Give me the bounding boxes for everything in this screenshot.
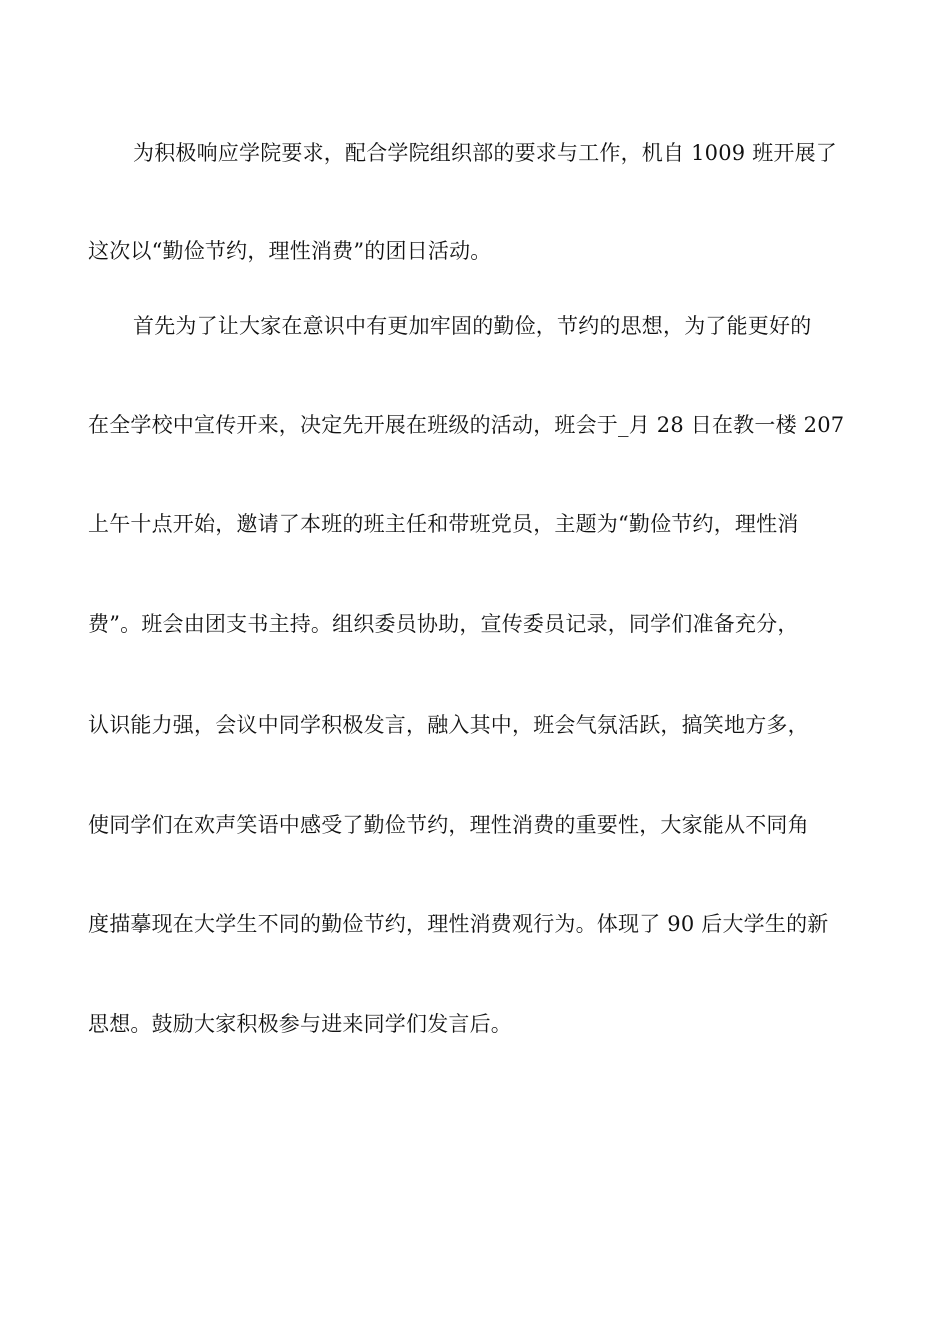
paragraph-2-line-4: 费”。班会由团支书主持。组织委员协助，宣传委员记录，同学们准备充分， [88, 612, 799, 636]
paragraph-2-line-6: 使同学们在欢声笑语中感受了勤俭节约，理性消费的重要性，大家能从不同角 [88, 813, 809, 837]
paragraph-2-line-2: 在全学校中宣传开来，决定先开展在班级的活动，班会于_月 28 日在教一楼 207 [88, 413, 845, 437]
paragraph-2-line-8: 思想。鼓励大家积极参与进来同学们发言后。 [88, 1012, 512, 1036]
paragraph-2-line-5: 认识能力强，会议中同学积极发言，融入其中，班会气氛活跃，搞笑地方多， [88, 713, 809, 737]
paragraph-2-line-3: 上午十点开始，邀请了本班的班主任和带班党员，主题为“勤俭节约，理性消 [88, 512, 799, 536]
paragraph-2-line-1: 首先为了让大家在意识中有更加牢固的勤俭，节约的思想，为了能更好的 [133, 314, 812, 338]
paragraph-1-line-2: 这次以“勤俭节约，理性消费”的团日活动。 [88, 239, 492, 263]
paragraph-1-line-1: 为积极响应学院要求，配合学院组织部的要求与工作，机自 1009 班开展了 [133, 141, 837, 165]
paragraph-2-line-7: 度描摹现在大学生不同的勤俭节约，理性消费观行为。体现了 90 后大学生的新 [88, 912, 829, 936]
